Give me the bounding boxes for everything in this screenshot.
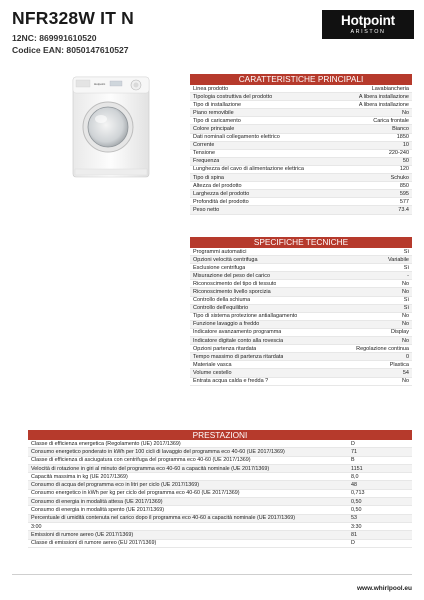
row-label: Emissioni di rumore aereo (UE 2017/1369)	[31, 531, 134, 538]
row-value: 71	[351, 448, 357, 455]
footer-url: www.whirlpool.eu	[356, 585, 412, 592]
row-label: Volume cestello	[193, 369, 232, 376]
row-value: Plastica	[389, 361, 409, 368]
row-label: Frequenza	[193, 158, 220, 165]
row-label: Opzioni velocità centrifuga	[193, 256, 258, 263]
performance-rows	[28, 440, 412, 548]
row-value: No	[401, 313, 409, 320]
row-label: Larghezza del prodotto	[193, 190, 250, 197]
row-label: Tipo di installazione	[193, 101, 242, 108]
table-row	[190, 150, 412, 158]
row-label: Programmi automatici	[193, 248, 247, 255]
row-label: Lunghezza del cavo di alimentazione elettrica	[193, 166, 304, 173]
table-row	[28, 540, 412, 548]
nc-code: 12NC: 869991610520	[12, 33, 97, 43]
row-value: No	[401, 321, 409, 328]
row-label: Misurazione del peso del carico	[193, 272, 271, 279]
table-row	[190, 198, 412, 206]
main-features-section	[190, 74, 412, 215]
main-features-rows	[190, 85, 412, 215]
row-label: Esclusione centrifuga	[193, 264, 246, 271]
row-label: Tempo massimo di partenza ritardata	[193, 353, 284, 360]
tech-specs-rows	[190, 248, 412, 386]
row-value: D	[351, 540, 355, 547]
row-label: Colore principale	[193, 126, 235, 133]
row-label: Tipo di sistema protezione antiallagamento	[193, 313, 298, 320]
row-value: Sì	[403, 305, 409, 312]
row-label: Corrente	[193, 142, 215, 149]
row-value: 3:30	[351, 523, 362, 530]
row-value: Sì	[403, 297, 409, 304]
svg-text:Hotpoint: Hotpoint	[94, 82, 106, 86]
row-value: A libera installazione	[358, 93, 409, 100]
row-label: Indicatore digitale conto alla rovescia	[193, 337, 284, 344]
row-label: Consumo di energia in modalità spento (UE 2017/1369)	[31, 507, 165, 514]
row-label: Percentuale di umidità contenuta nel carico dopo il programma eco 40-60 a capacità nominale (UE 2017/1369)	[31, 515, 295, 522]
row-value: 10	[402, 142, 409, 149]
row-value: 53	[351, 515, 357, 522]
washing-machine-image	[70, 75, 154, 179]
row-label: Tipologia costruttiva del prodotto	[193, 93, 273, 100]
row-label: Materiale vasca	[193, 361, 232, 368]
row-value: Carica frontale	[373, 117, 409, 124]
tech-specs-section	[190, 237, 412, 386]
row-value: 220-240	[388, 150, 409, 157]
row-label: Consumo energetico in kWh per kg per ciclo del programma eco 40-60 (UE 2017/1369)	[31, 490, 240, 497]
brand-name: Hotpoint	[341, 13, 395, 28]
row-label: Linea prodotto	[193, 85, 229, 92]
main-features-heading: CARATTERISTICHE PRINCIPALI	[190, 74, 412, 85]
row-label: Consumo di acqua del programma eco in litri per ciclo (UE 2017/1369)	[31, 482, 200, 489]
row-label: Capacità massima in kg (UE 2017/1369)	[31, 473, 128, 480]
row-label: Classe di efficienza di asciugatura con centrifuga del programma eco 40-60 (UE 2017/1369)	[31, 457, 251, 464]
row-label: Piano removibile	[193, 109, 234, 116]
row-value: Regolazione continua	[356, 345, 409, 352]
row-value: 8,0	[351, 473, 359, 480]
brand-sub: ARISTON	[350, 29, 386, 35]
row-value: No	[401, 280, 409, 287]
row-value: Variabile	[388, 256, 409, 263]
row-value: 0,50	[351, 498, 362, 505]
row-value: -	[407, 272, 409, 279]
row-label: Tipo di caricamento	[193, 117, 241, 124]
row-value: Lavabiancheria	[371, 85, 409, 92]
row-label: Controllo dell'equilibrio	[193, 305, 249, 312]
row-value: No	[401, 378, 409, 385]
row-label: Consumo di energia in modalità attesa (UE 2017/1369)	[31, 498, 163, 505]
row-label: Consumo energetico ponderato in kWh per 100 cicli di lavaggio del programma eco 40-60 (UE 2017/1369)	[31, 448, 285, 455]
row-value: 850	[399, 182, 409, 189]
row-value: 0,50	[351, 507, 362, 514]
row-value: 0,713	[351, 490, 365, 497]
row-value: 1850	[396, 134, 409, 141]
row-value: 0	[405, 353, 409, 360]
row-label: Riconoscimento livello sporcizia	[193, 289, 271, 296]
row-label: Dati nominali collegamento elettrico	[193, 134, 280, 141]
row-value: 120	[399, 166, 409, 173]
row-value: 50	[402, 158, 409, 165]
table-row	[190, 378, 412, 386]
row-value: Display	[390, 329, 409, 336]
row-value: 81	[351, 531, 357, 538]
performance-section	[28, 430, 412, 548]
tech-specs-heading: SPECIFICHE TECNICHE	[190, 237, 412, 248]
row-value: 54	[402, 369, 409, 376]
row-value: No	[401, 289, 409, 296]
footer-divider	[12, 574, 412, 575]
row-label: Classe di emissioni di rumore aereo (EU 2017/1369)	[31, 540, 157, 547]
row-label: 3:00	[31, 523, 42, 530]
table-row	[190, 206, 412, 214]
row-label: Altezza del prodotto	[193, 182, 242, 189]
row-label: Profondità del prodotto	[193, 198, 249, 205]
row-value: 577	[399, 198, 409, 205]
row-label: Tensione	[193, 150, 216, 157]
brand-logo	[322, 10, 414, 39]
table-row	[190, 134, 412, 142]
row-value: 73.4	[398, 206, 409, 213]
row-value: Sì	[403, 248, 409, 255]
row-value: Bianco	[392, 126, 409, 133]
row-value: Sì	[403, 264, 409, 271]
row-label: Peso netto	[193, 206, 220, 213]
row-label: Indicatore avanzamento programma	[193, 329, 282, 336]
row-label: Funzione lavaggio a freddo	[193, 321, 260, 328]
table-row	[190, 142, 412, 150]
product-title: NFR328W IT N	[12, 8, 134, 28]
row-value: No	[401, 337, 409, 344]
row-value: 48	[351, 482, 357, 489]
row-value: 595	[399, 190, 409, 197]
row-label: Velocità di rotazione in giri al minuto del programma eco 40-60 a capacità nominale (UE 2017/1369)	[31, 465, 270, 472]
row-value: A libera installazione	[358, 101, 409, 108]
row-value: No	[401, 109, 409, 116]
row-label: Riconoscimento del tipo di tessuto	[193, 280, 277, 287]
performance-heading: PRESTAZIONI	[28, 430, 412, 440]
row-value: Schuko	[390, 174, 409, 181]
row-value: B	[351, 457, 355, 464]
row-label: Opzioni partenza ritardata	[193, 345, 257, 352]
header	[12, 8, 312, 56]
row-label: Classe di efficienza energetica (Regolamento (UE) 2017/1369)	[31, 440, 181, 447]
row-value: D	[351, 440, 355, 447]
row-label: Entrata acqua calda e fredda ?	[193, 378, 269, 385]
row-value: 1151	[351, 465, 363, 472]
row-label: Tipo di spina	[193, 174, 224, 181]
ean-code: Codice EAN: 8050147610527	[12, 45, 129, 55]
row-label: Controllo della schiuma	[193, 297, 251, 304]
